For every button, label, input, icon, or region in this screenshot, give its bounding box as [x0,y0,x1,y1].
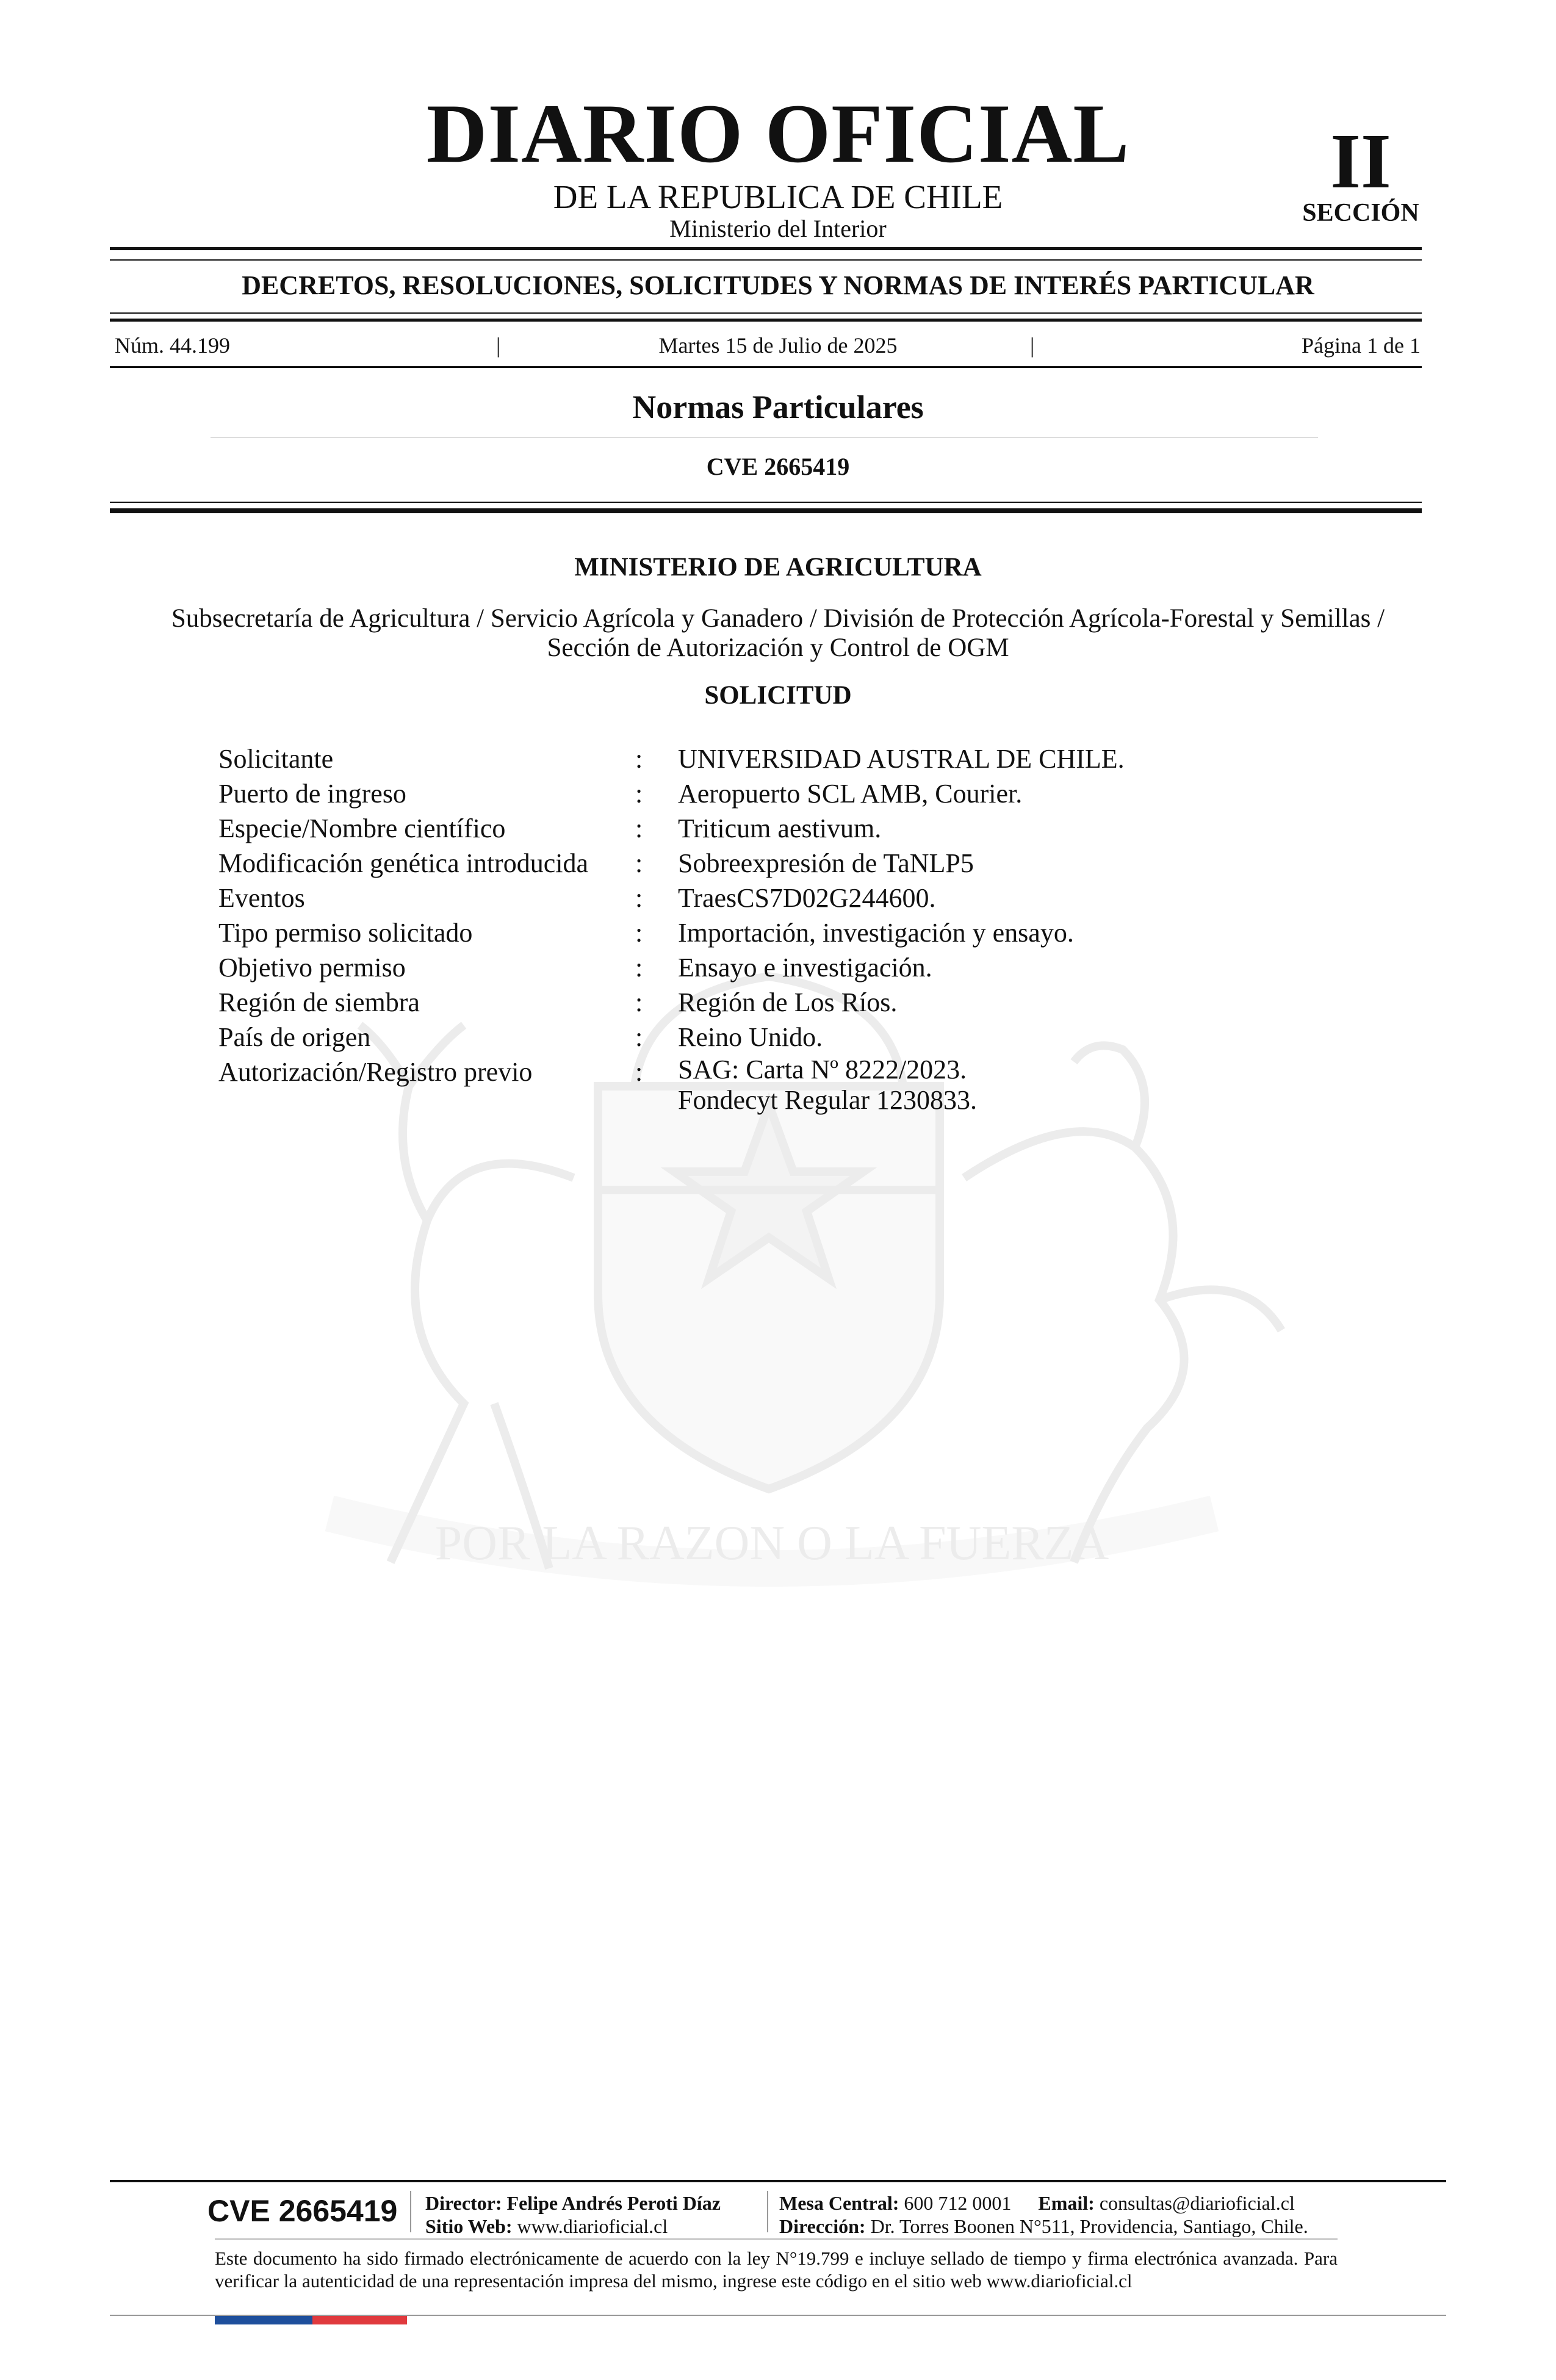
field-colon: : [635,987,643,1017]
field-value: Región de Los Ríos. [678,987,898,1017]
band-rule-thick [110,319,1422,322]
web-link[interactable]: www.diarioficial.cl [517,2215,668,2237]
sub-department [0,604,1556,663]
meta-rule [110,366,1422,368]
field-colon: : [635,1022,643,1052]
section-title-rule [211,437,1318,438]
section-number: II [1330,118,1391,204]
field-label: Solicitante [218,744,334,774]
field-row [218,881,1125,915]
director-name: Felipe Andrés Peroti Díaz [506,2192,721,2214]
field-value: Sobreexpresión de TaNLP5 [678,848,974,878]
masthead-rule-thick [110,247,1422,250]
field-label: Eventos [218,883,305,913]
field-colon: : [635,779,643,809]
field-value: TraesCS7D02G244600. [678,883,936,913]
field-label: Autorización/Registro previo [218,1057,533,1087]
request-fields-table [218,741,1125,1116]
email-link[interactable]: consultas@diarioficial.cl [1099,2192,1295,2214]
phone-label: Mesa Central: [779,2192,899,2214]
section-title: Normas Particulares [632,389,924,425]
field-value: Reino Unido. [678,1022,823,1052]
page-indicator: Página 1 de 1 [1302,333,1421,358]
flag-stripe-blue [215,2316,312,2324]
field-label: Puerto de ingreso [218,779,406,809]
field-value: UNIVERSIDAD AUSTRAL DE CHILE. [678,744,1125,774]
email-label: Email: [1038,2192,1095,2214]
field-value: Ensayo e investigación. [678,953,932,983]
masthead-title: DIARIO OFICIAL [426,87,1130,180]
footer-divider [767,2191,768,2232]
field-label: Región de siembra [218,987,420,1017]
field-label: Modificación genética introducida [218,848,588,878]
sub-department-line1: Subsecretaría de Agricultura / Servicio Agrícola y Ganadero / División de Protección Agrícola-Forestal y Semillas / [171,604,1385,633]
field-value: Aeropuerto SCL AMB, Courier. [678,779,1023,809]
field-label: País de origen [218,1022,371,1052]
masthead-ministry: Ministerio del Interior [669,215,887,242]
cve-code: CVE 2665419 [706,453,850,480]
address-label: Dirección: [779,2215,866,2237]
issue-date: Martes 15 de Julio de 2025 [658,333,898,358]
field-row [218,811,1125,846]
band-rule-thin [110,312,1422,314]
field-value-line: Fondecyt Regular 1230833. [678,1085,978,1115]
field-value: Importación, investigación y ensayo. [678,918,1074,948]
footer-director-block [425,2192,721,2238]
field-value-line: SAG: Carta Nº 8222/2023. [678,1055,967,1084]
web-label: Sitio Web: [425,2215,513,2237]
ministry-heading: MINISTERIO DE AGRICULTURA [574,553,982,582]
cve-rule-thick [110,508,1422,513]
document-type: SOLICITUD [704,681,852,710]
field-row [218,1055,1125,1116]
field-row [218,985,1125,1020]
field-row [218,950,1125,985]
field-row [218,846,1125,881]
field-label: Tipo permiso solicitado [218,918,473,948]
field-row [218,915,1125,950]
field-row [218,1020,1125,1055]
footer-divider [410,2191,411,2232]
cve-rule-thin [110,502,1422,503]
field-value [678,1055,1125,1116]
address-text: Dr. Torres Boonen N°511, Providencia, Santiago, Chile. [870,2215,1308,2237]
masthead-subtitle: DE LA REPUBLICA DE CHILE [553,178,1003,215]
field-colon: : [635,883,643,913]
field-colon: : [635,953,643,983]
footer-contact-block [779,2192,1308,2238]
field-colon: : [635,813,643,843]
meta-separator: | [1030,333,1035,358]
sub-department-line2: Sección de Autorización y Control de OGM [547,633,1009,663]
footer-cve-code: CVE 2665419 [207,2194,398,2228]
issue-number: Núm. 44.199 [115,333,230,358]
motto-text: POR LA RAZON O LA FUERZA [434,1516,1109,1570]
field-row [218,741,1125,776]
field-row [218,776,1125,811]
section-label: SECCIÓN [1302,199,1419,227]
field-colon: : [635,1057,643,1087]
director-label: Director: [425,2192,502,2214]
field-colon: : [635,918,643,948]
field-label: Objetivo permiso [218,953,406,983]
footer-mid-rule [215,2238,1338,2240]
meta-separator: | [496,333,501,358]
flag-stripe-red [312,2316,407,2324]
footer-signature-note: Este documento ha sido firmado electrónicamente de acuerdo con la ley N°19.799 e incluye sellado de tiempo y firma electrónica avanzada. Para verificar la autenticidad de una representación impresa del mismo, ingrese este código en el sitio web www.diarioficial.cl [215,2248,1338,2292]
band-title: DECRETOS, RESOLUCIONES, SOLICITUDES Y NORMAS DE INTERÉS PARTICULAR [242,270,1314,300]
field-value: Triticum aestivum. [678,813,882,843]
phone-number: 600 712 0001 [904,2192,1012,2214]
footer-top-rule [110,2180,1446,2182]
field-label: Especie/Nombre científico [218,813,506,843]
field-colon: : [635,744,643,774]
masthead-rule-thin [110,259,1422,261]
field-colon: : [635,848,643,878]
